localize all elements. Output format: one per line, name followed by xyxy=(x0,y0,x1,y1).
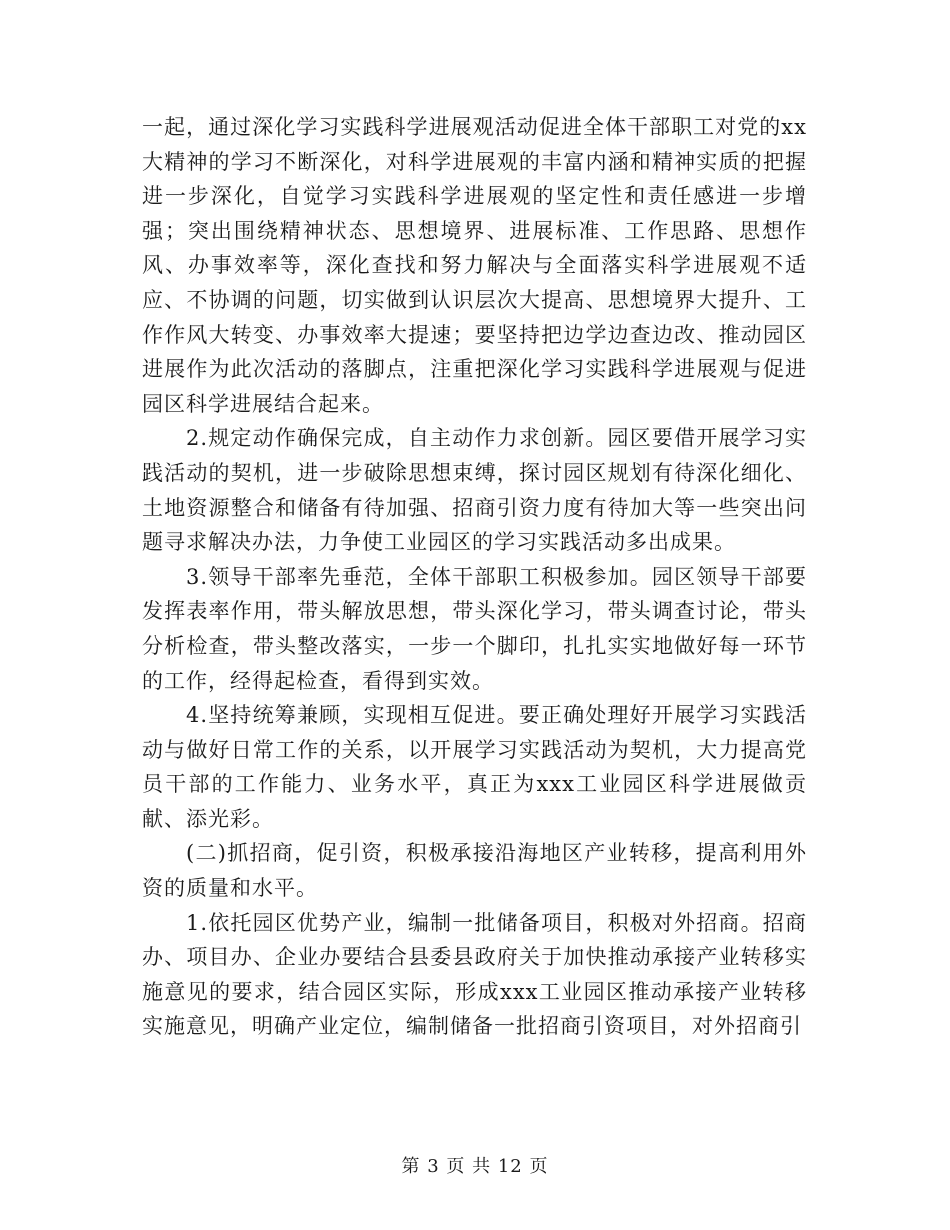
paragraph-section2-item-1: 1.依托园区优势产业，编制一批储备项目，积极对外招商。招商办、项目办、企业办要结合县委县政府关于加快推动承接产业转移实施意见的要求，结合园区实际，形成xxx工业园区推动承接产业转移实施意见，明确产业定位，编制储备一批招商引资项目，对外招商引 xyxy=(142,910,807,1039)
paragraph-item-4: 4.坚持统筹兼顾，实现相互促进。要正确处理好开展学习实践活动与做好日常工作的关系，以开展学习实践活动为契机，大力提高党员干部的工作能力、业务水平，真正为xxx工业园区科学进展做贡献、添光彩。 xyxy=(142,703,807,831)
paragraph-continuation: 一起，通过深化学习实践科学进展观活动促进全体干部职工对党的xx大精神的学习不断深化，对科学进展观的丰富内涵和精神实质的把握进一步深化，自觉学习实践科学进展观的坚定性和责任感进一步增强；突出围绕精神状态、思想境界、进展标准、工作思路、思想作风、办事效率等，深化查找和努力解决与全面落实科学进展观不适应、不协调的问题，切实做到认识层次大提高、思想境界大提升、工作作风大转变、办事效率大提速；要坚持把边学边查边改、推动园区进展作为此次活动的落脚点，注重把深化学习实践科学进展观与促进园区科学进展结合起来。 xyxy=(142,115,807,416)
page-footer: 第 3 页 共 12 页 xyxy=(401,1156,549,1177)
document-body xyxy=(142,110,807,1044)
paragraph-item-2: 2.规定动作确保完成，自主动作力求创新。园区要借开展学习实践活动的契机，进一步破除思想束缚，探讨园区规划有待深化细化、土地资源整合和储备有待加强、招商引资力度有待加大等一些突出问题寻求解决办法，力争使工业园区的学习实践活动多出成果。 xyxy=(142,426,807,555)
section-heading-2: (二)抓招商，促引资，积极承接沿海地区产业转移，提高利用外资的质量和水平。 xyxy=(142,841,807,901)
paragraph-item-3: 3.领导干部率先垂范，全体干部职工积极参加。园区领导干部要发挥表率作用，带头解放思想，带头深化学习，带头调查讨论，带头分析检查，带头整改落实，一步一个脚印，扎扎实实地做好每一环节的工作，经得起检查，看得到实效。 xyxy=(142,564,807,693)
